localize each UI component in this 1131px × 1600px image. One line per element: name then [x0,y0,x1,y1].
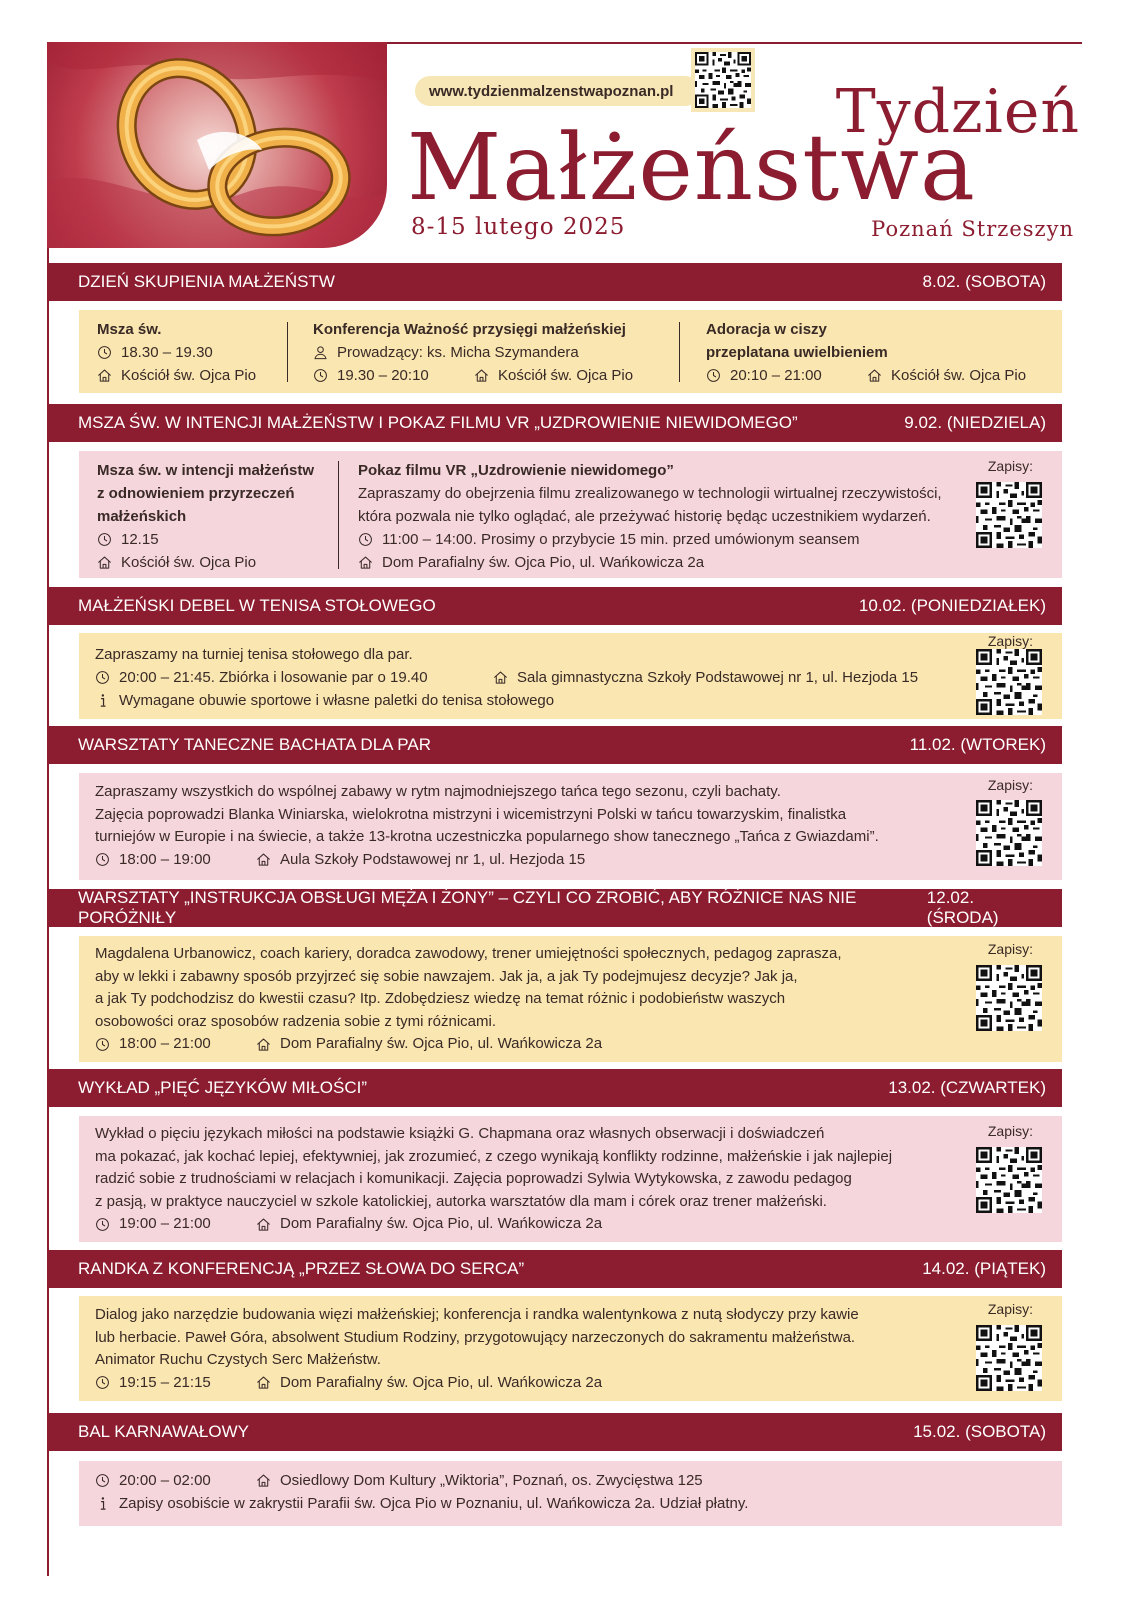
description-line: Animator Ruchu Czystych Serc Małżeństw. [95,1351,381,1368]
event-date: 15.02. (SOBOTA) [913,1422,1046,1441]
adoration-title-1: Adoracja w ciszy [706,321,827,338]
film-place: Dom Parafialny św. Ojca Pio, ul. Wańkowicza 2a [382,554,705,571]
adoration-title-2: przeplatana uwielbieniem [706,344,888,361]
event-box-12feb [79,936,1062,1062]
description-line: Magdalena Urbanowicz, coach kariery, doradca zawodowy, trener umiejętności społecznych, pedagog zaprasza, [95,945,842,962]
event-place: Aula Szkoły Podstawowej nr 1, ul. Hezjoda 15 [280,850,586,868]
registration-qr-code[interactable] [976,965,1042,1031]
conference-place: Kościół św. Ojca Pio [498,367,634,384]
film-title: Pokaz filmu VR „Uzdrowienie niewidomego” [358,462,674,479]
mass-time: 12.15 [121,531,159,548]
event-time: 20:00 – 02:00 [119,1472,211,1489]
header-rule [387,42,1082,44]
conference-title: Konferencja Ważność przysięgi małżeńskiej [313,321,626,338]
event-details [95,643,918,712]
mass-place: Kościół św. Ojca Pio [121,367,257,384]
event-dates: 8-15 lutego 2025 [411,214,626,240]
clock-icon [313,368,328,383]
event-date: 14.02. (PIĄTEK) [922,1259,1046,1278]
home-icon [256,1473,271,1488]
home-icon [256,1217,271,1232]
event-time: 18:00 – 21:00 [119,1035,211,1052]
event-bar-9feb [47,404,1062,442]
home-icon [97,555,112,570]
description-line: z pasją, w praktyce nauczyciel w szkole katolickiej, autorka warsztatów dla mam i córek oraz trener małżeński. [95,1192,827,1210]
home-icon [256,1037,271,1052]
registration-label: Zapisy: [987,633,1033,649]
adoration-time: 20:10 – 21:00 [730,367,822,384]
mass-column [97,459,314,574]
event-details [95,1469,748,1515]
registration-label: Zapisy: [987,777,1033,793]
event-time: 19:15 – 21:15 [119,1373,211,1391]
registration-label: Zapisy: [987,1123,1033,1139]
event-title: DZIEŃ SKUPIENIA MAŁŻEŃSTW [78,272,335,291]
event-place: Dom Parafialny św. Ojca Pio, ul. Wańkowicza 2a [280,1215,603,1232]
film-column [358,459,942,574]
column-divider [679,322,680,382]
event-bar-10feb [47,587,1062,625]
home-icon [256,1375,271,1390]
clock-icon [95,1473,110,1488]
event-title: MAŁŻEŃSKI DEBEL W TENISA STOŁOWEGO [78,596,436,615]
description-line: osobowości oraz sposobów radzenia sobie z tymi różnicami. [95,1012,497,1030]
event-date: 8.02. (SOBOTA) [922,272,1046,291]
event-description: Zapraszamy na turniej tenisa stołowego dla par. [95,646,413,663]
conference-host: Prowadzący: ks. Micha Szymandera [337,344,579,361]
mass-time: 18.30 – 19.30 [121,344,213,361]
event-date: 13.02. (CZWARTEK) [888,1078,1046,1097]
event-date: 9.02. (NIEDZIELA) [904,413,1046,432]
registration-qr-code[interactable] [976,649,1042,715]
event-bar-8feb [47,263,1062,301]
mass-title-3: małżeńskich [97,508,187,525]
event-description [95,943,842,1056]
description-line: aby w lekki i zabawny sposób przyjrzeć się sobie nawzajem. Jak ja, a jak Ty podejmujesz decyzje? Jak ja, [95,967,798,985]
film-description-2: która pozwala nie tylko oglądać, ale przeżywać historię będąc uczestnikiem wydarzeń. [358,508,931,525]
event-date: 12.02. (ŚRODA) [926,888,999,927]
column-divider [287,322,288,382]
home-icon [867,368,882,383]
title-line-2: Małżeństwa [407,114,976,221]
adoration-column [706,318,1026,387]
wedding-rings-image [47,42,387,248]
event-title: RANDKA Z KONFERENCJĄ „PRZEZ SŁOWA DO SERCA” [78,1259,525,1278]
clock-icon [95,1375,110,1390]
event-box-15feb [79,1461,1062,1526]
clock-icon [97,345,112,360]
registration-label: Zapisy: [987,458,1033,474]
event-time: 20:00 – 21:45. Zbiórka i losowanie par o 19.40 [119,669,428,686]
header-qr-code [691,48,755,112]
event-place: Poznań Strzeszyn [871,217,1074,241]
event-bar-14feb [47,1250,1062,1288]
person-icon [313,345,328,360]
event-date: 10.02. (PONIEDZIAŁEK) [858,596,1046,615]
description-line: Zapraszamy wszystkich do wspólnej zabawy w rytm najmodniejszego tańca tego sezonu, czyli bachaty. [95,783,781,800]
event-title: WARSZTATY TANECZNE BACHATA DLA PAR [78,735,431,754]
home-icon [256,852,271,867]
clock-icon [706,368,721,383]
info-icon [95,1496,110,1511]
clock-icon [95,852,110,867]
event-bar-15feb [47,1413,1062,1451]
event-description [95,781,879,871]
description-line: lub herbacie. Paweł Góra, absolwent Studium Rodziny, przygotowujący narzeczonych do sakramentu małżeństwa. [95,1328,856,1346]
event-box-14feb [79,1296,1062,1401]
event-bar-11feb [47,726,1062,764]
description-line: ma pokazać, jak kochać lepiej, efektywniej, jak zrozumieć, z czego wynikają konflikty rodzinne, małżeńskie i jak najlepiej [95,1147,893,1165]
event-box-9feb [79,451,1062,578]
event-description [95,1123,892,1236]
description-line: Zajęcia poprowadzi Blanka Winiarska, wielokrotna mistrzyni i wicemistrzyni Polski w tańcu towarzyskim, finalistka [95,805,847,823]
clock-icon [95,670,110,685]
description-line: Dialog jako narzędzie budowania więzi małżeńskiej; konferencja i randka walentynkowa z nutą słodyczy przy kawie [95,1306,859,1323]
event-place: Dom Parafialny św. Ojca Pio, ul. Wańkowicza 2a [280,1373,603,1391]
event-date: 11.02. (WTOREK) [909,735,1046,754]
mass-place: Kościół św. Ojca Pio [121,554,257,571]
event-title: WARSZTATY „INSTRUKCJA OBSŁUGI MĘŻA I ŻONY” – CZYLI CO ZROBIĆ, ABY RÓŻNICE NAS NIE PORÓŻNIŁY [78,888,857,927]
description-line: radzić sobie z trudnościami w relacjach i komunikacji. Zajęcia poprowadzi Sylwia Wytykowska, z zawodu pedagog [95,1170,852,1187]
event-time: 19:00 – 21:00 [119,1215,211,1232]
home-icon [97,368,112,383]
event-description [95,1304,859,1394]
clock-icon [97,532,112,547]
event-place: Osiedlowy Dom Kultury „Wiktoria”, Poznań, os. Zwycięstwa 125 [280,1472,703,1489]
registration-qr-code[interactable] [976,1325,1042,1391]
event-title: WYKŁAD „PIĘĆ JĘZYKÓW MIŁOŚCI” [78,1078,368,1097]
event-time: 18:00 – 19:00 [119,850,211,868]
event-title: BAL KARNAWAŁOWY [78,1422,249,1441]
film-description-1: Zapraszamy do obejrzenia filmu zrealizowanego w technologii wirtualnej rzeczywistości, [358,485,942,502]
registration-qr-code[interactable] [976,1147,1042,1213]
info-icon [95,693,110,708]
home-icon [493,670,508,685]
registration-qr-code[interactable] [976,482,1042,548]
registration-label: Zapisy: [987,941,1033,957]
mass-title-2: z odnowieniem przyrzeczeń [97,485,295,502]
mass-title: Msza św. [97,321,162,338]
title-line-1: Tydzień [835,77,1080,147]
event-box-10feb [79,633,1062,719]
event-box-11feb [79,773,1062,880]
description-line: turniejów w Europie i na świecie, a także 13-krotna uczestniczka popularnego show tanecznego „Tańca z Gwiazdami”. [95,828,879,845]
mass-column [97,318,256,387]
website-url[interactable]: www.tydzienmalzenstwapoznan.pl [415,76,700,106]
conference-column [313,318,633,387]
home-icon [358,555,373,570]
home-icon [474,368,489,383]
event-bar-13feb [47,1069,1062,1107]
event-info: Wymagane obuwie sportowe i własne paletki do tenisa stołowego [119,692,555,709]
mass-title-1: Msza św. w intencji małżeństw [97,462,315,479]
event-title: MSZA ŚW. W INTENCJI MAŁŻEŃSTW I POKAZ FILMU VR „UZDROWIENIE NIEWIDOMEGO” [78,413,798,432]
event-box-13feb [79,1116,1062,1242]
event-box-8feb [79,310,1062,393]
registration-qr-code[interactable] [976,800,1042,866]
event-place: Sala gimnastyczna Szkoły Podstawowej nr 1, ul. Hezjoda 15 [517,669,919,686]
clock-icon [95,1217,110,1232]
event-info: Zapisy osobiście w zakrystii Parafii św. Ojca Pio w Poznaniu, ul. Wańkowicza 2a. Udział płatny. [119,1495,749,1512]
film-time: 11:00 – 14:00. Prosimy o przybycie 15 min. przed umówionym seansem [382,531,860,548]
adoration-place: Kościół św. Ojca Pio [891,367,1027,384]
event-bar-12feb [47,889,1062,927]
column-divider [338,461,339,569]
header [47,42,1082,252]
registration-label: Zapisy: [987,1301,1033,1317]
clock-icon [358,532,373,547]
event-place: Dom Parafialny św. Ojca Pio, ul. Wańkowicza 2a [280,1035,603,1052]
description-line: a jak Ty podchodzisz do kwestii czasu? Itp. Zdobędziesz wiedzę na temat różnic i podobieństw waszych [95,990,786,1007]
description-line: Wykład o pięciu językach miłości na podstawie książki G. Chapmana oraz własnych obserwacji i doświadczeń [95,1125,825,1142]
conference-time: 19.30 – 20:10 [337,367,429,384]
clock-icon [95,1037,110,1052]
